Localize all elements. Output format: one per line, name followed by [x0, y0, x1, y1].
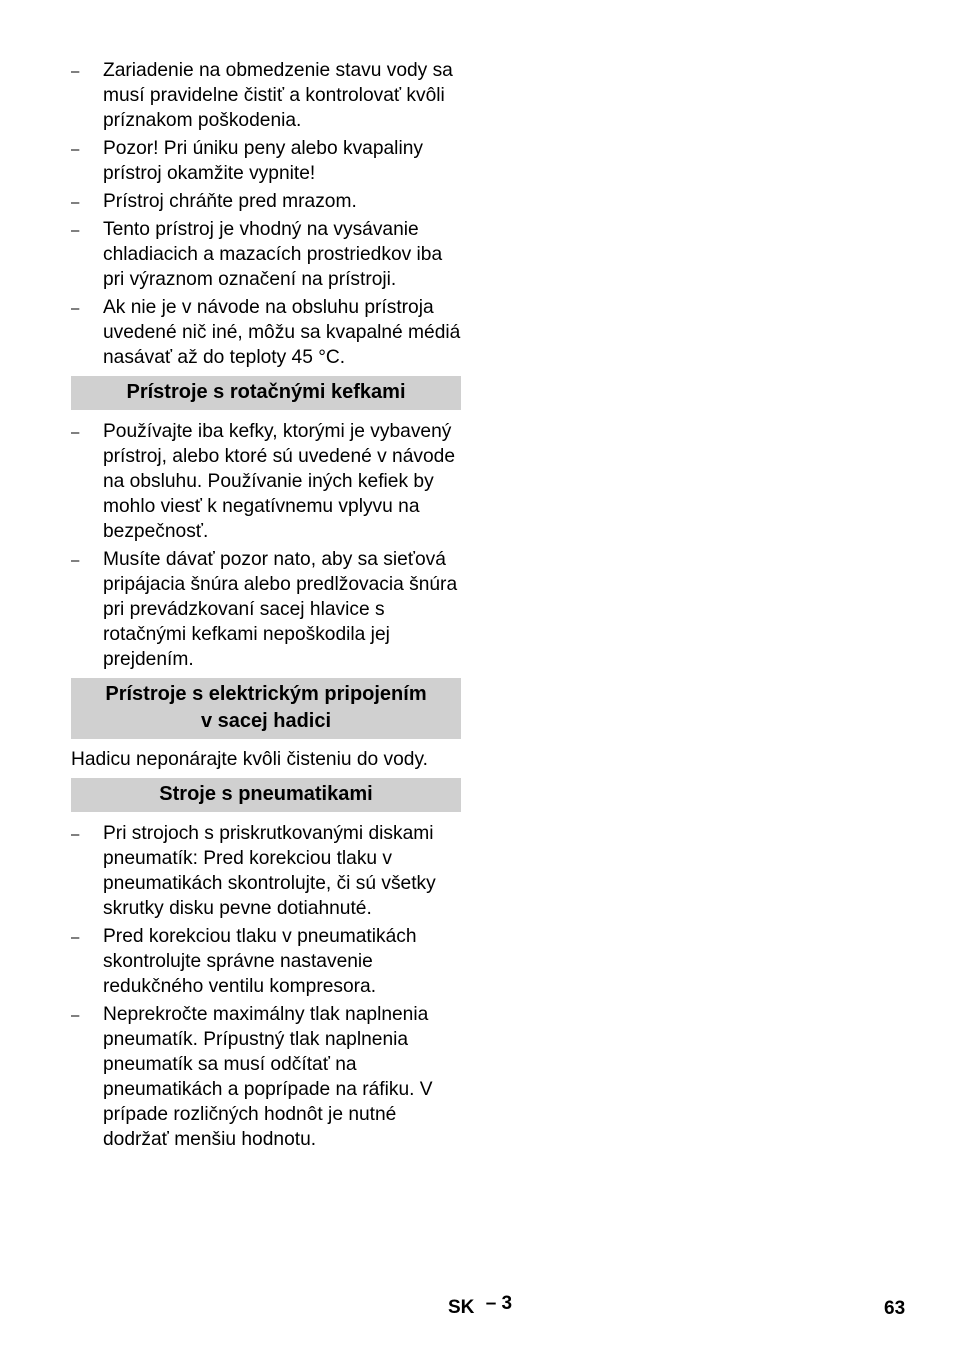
- language-code: SK: [448, 1297, 475, 1318]
- page-number: 63: [884, 1298, 906, 1319]
- list-item: – Používajte iba kefky, ktorými je vybavený prístroj, alebo ktoré sú uvedené v návode na obsluhu. Používanie iných kefiek by mohlo viesť k negatívnemu vplyvu na bezpečnosť.: [71, 421, 455, 542]
- dash-bullet: –: [71, 222, 80, 239]
- dash-bullet: –: [71, 194, 80, 211]
- dash-bullet: –: [71, 1007, 80, 1024]
- footer-separator: – 3: [485, 1293, 513, 1314]
- list-item: – Pozor! Pri úniku peny alebo kvapaliny prístroj okamžite vypnite!: [71, 138, 423, 184]
- dash-bullet: –: [71, 929, 80, 946]
- footer-language-section: [448, 1293, 513, 1319]
- list-item: – Ak nie je v návode na obsluhu prístroja uvedené nič iné, môžu sa kvapalné médiá nasávať až do teploty 45 °C.: [71, 297, 461, 368]
- intro-list: [71, 58, 461, 370]
- list-item: – Pri strojoch s priskrutkovanými diskami pneumatík: Pred korekciou tlaku v pneumatikách skontrolujte, či sú všetky skrutky disku pevne dotiahnuté.: [71, 823, 436, 919]
- dash-bullet: –: [71, 63, 80, 80]
- dash-bullet: –: [71, 552, 80, 569]
- brushes-list: [71, 419, 461, 672]
- section-heading-tyres: Stroje s pneumatikami: [71, 778, 461, 812]
- hose-text: Hadicu neponárajte kvôli čisteniu do vody.: [71, 749, 428, 770]
- list-item: – Pred korekciou tlaku v pneumatikách skontrolujte správne nastavenie redukčného ventilu kompresora.: [71, 926, 417, 997]
- dash-bullet: –: [71, 300, 80, 317]
- heading-line: v sacej hadici: [200, 710, 332, 732]
- heading-line: Prístroje s elektrickým pripojením: [105, 683, 427, 705]
- dash-bullet: –: [71, 141, 80, 158]
- content-column: [71, 58, 461, 1155]
- list-item: – Musíte dávať pozor nato, aby sa sieťová pripájacia šnúra alebo predlžovacia šnúra pri prevádzkovaní sacej hlavice s rotačnými kefkami nepoškodila jej prejdením.: [71, 549, 458, 670]
- list-item: – Neprekročte maximálny tlak naplnenia pneumatík. Prípustný tlak naplnenia pneumatík sa musí odčítať na pneumatikách a poprípade na ráfiku. V prípade rozličných hodnôt je nutné dodržať menšiu hodnotu.: [71, 1004, 433, 1150]
- dash-bullet: –: [71, 424, 80, 441]
- list-item: – Tento prístroj je vhodný na vysávanie chladiacich a mazacích prostriedkov iba pri výraznom označení na prístroji.: [71, 219, 443, 290]
- section-heading-hose: [71, 678, 461, 739]
- tyres-list: [71, 821, 461, 1152]
- list-item: – Zariadenie na obmedzenie stavu vody sa musí pravidelne čistiť a kontrolovať kvôli príznakom poškodenia.: [71, 60, 453, 131]
- section-number: 3: [501, 1293, 513, 1314]
- section-heading-brushes: Prístroje s rotačnými kefkami: [71, 376, 461, 410]
- dash-bullet: –: [71, 826, 80, 843]
- list-item: – Prístroj chráňte pred mrazom.: [71, 189, 461, 214]
